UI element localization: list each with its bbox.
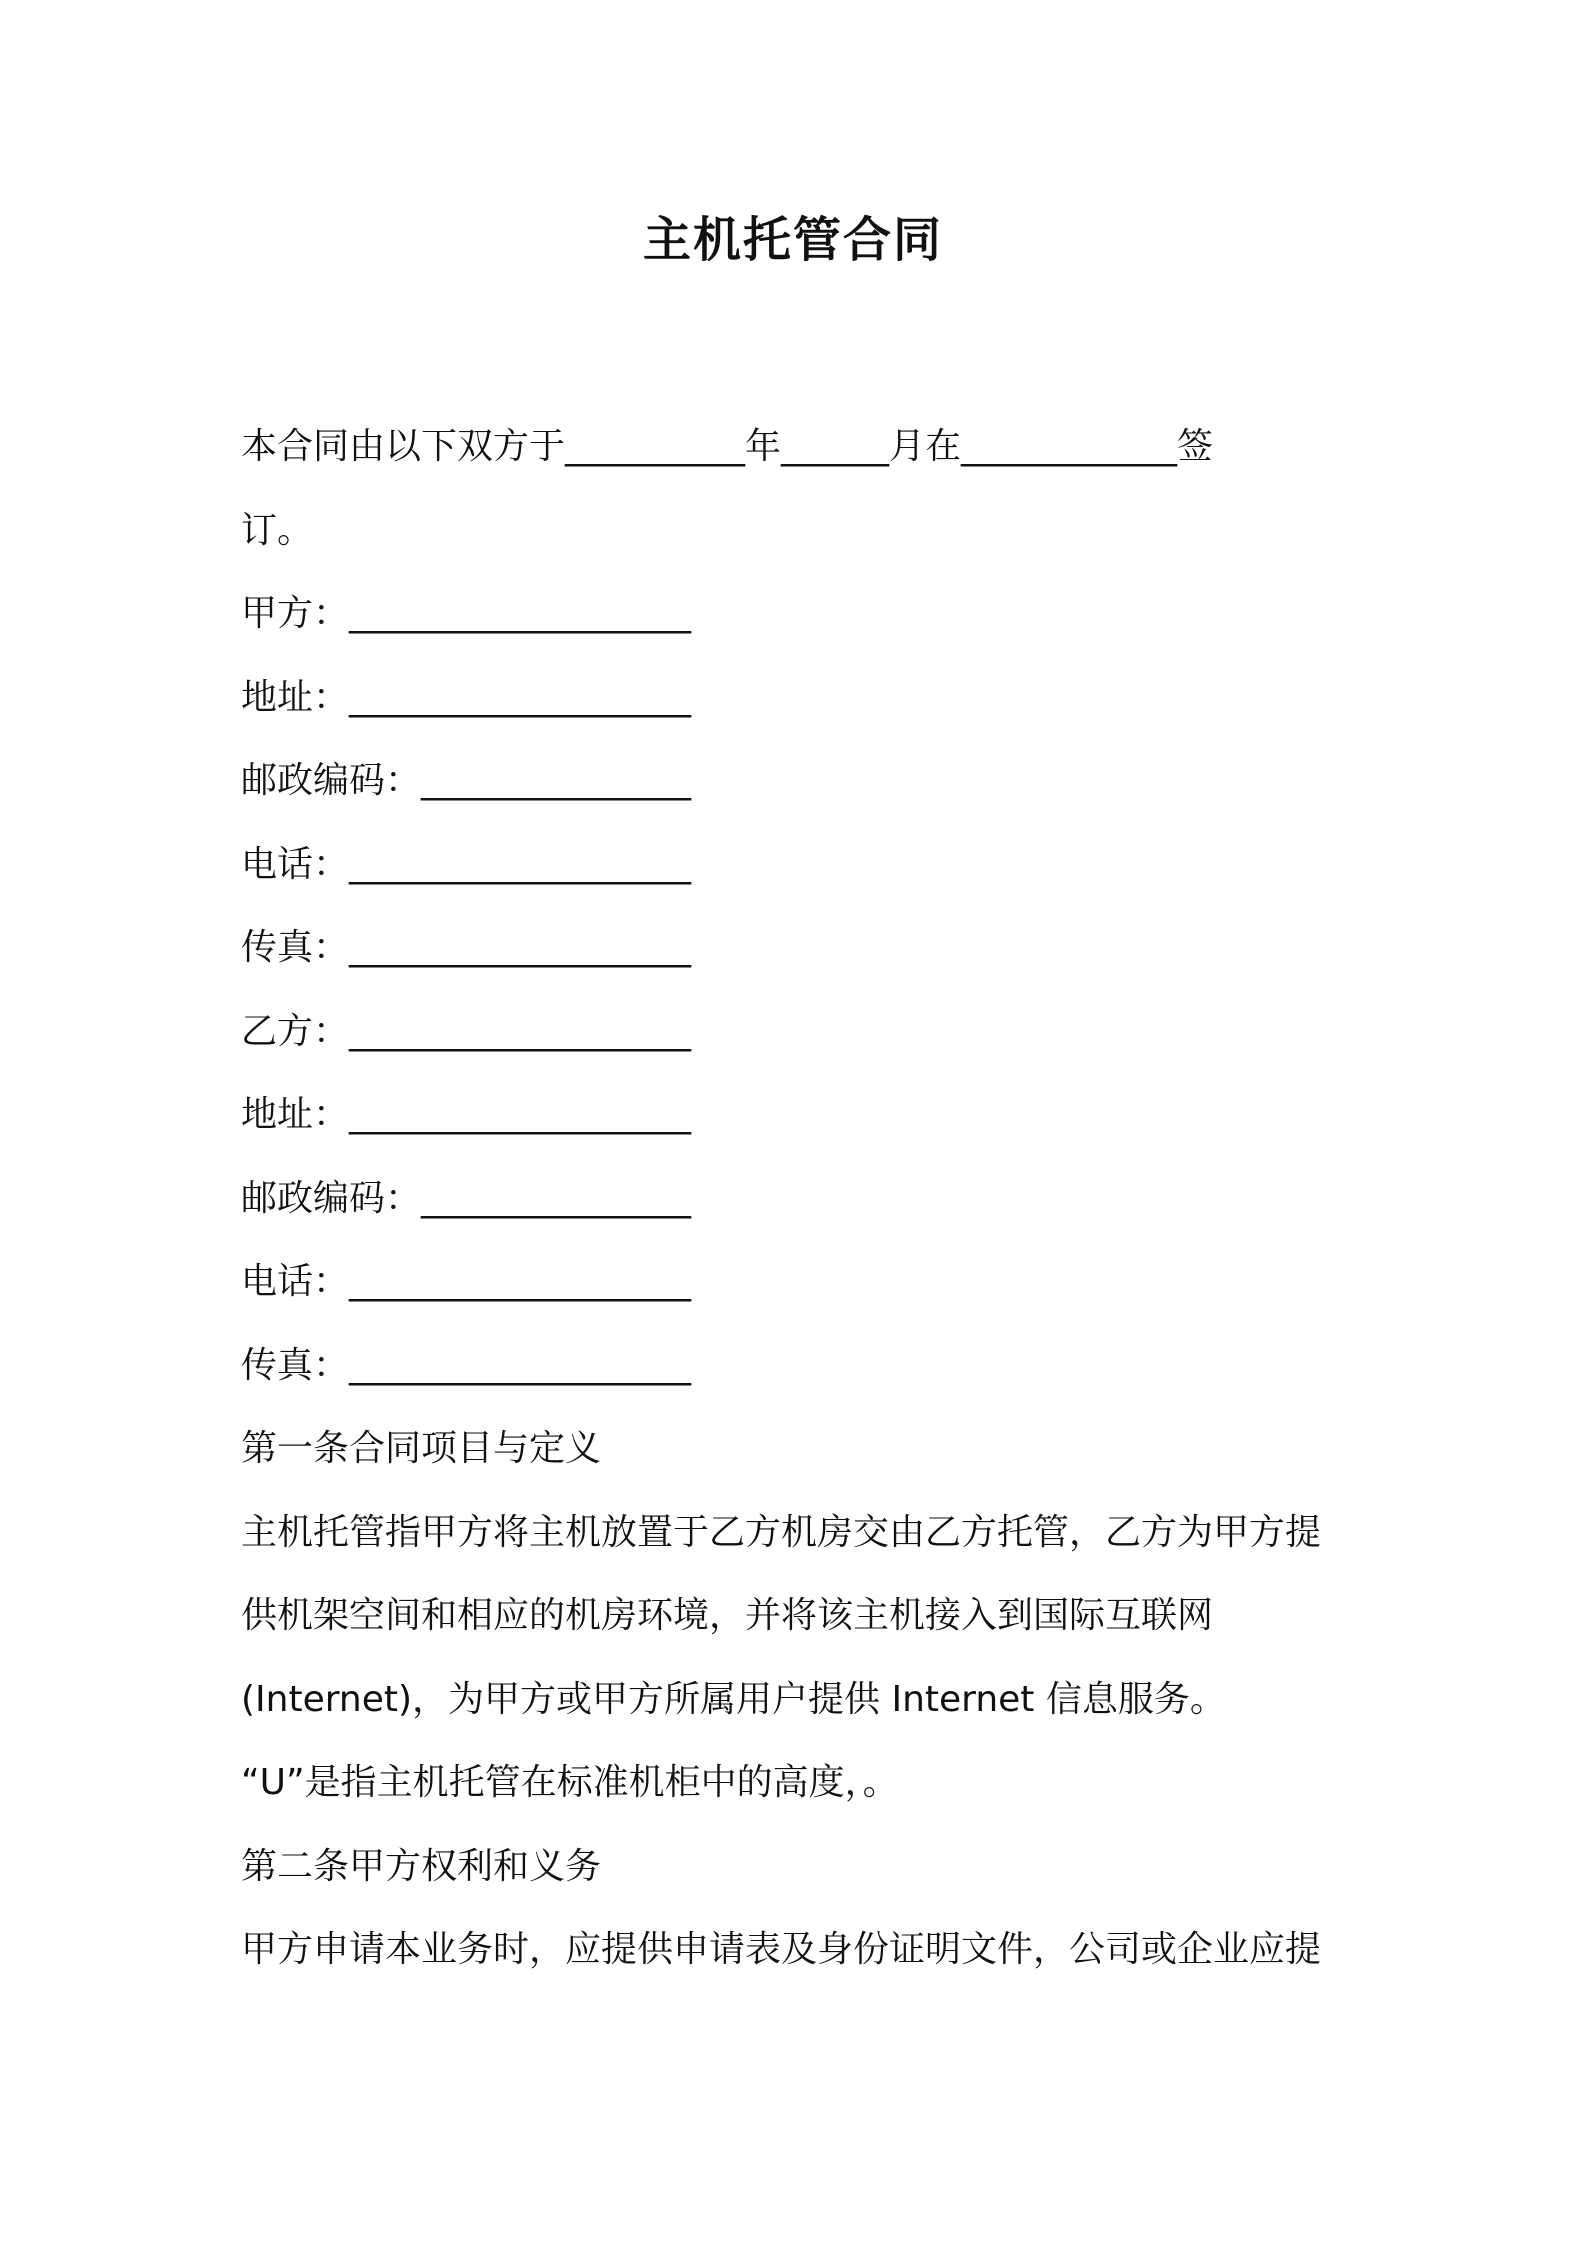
u-definition-line: “U”是指主机托管在标准机柜中的高度，。 [241,1762,899,1803]
party-b-fax-field: 传真：___________________ [241,1344,692,1386]
article-1-paragraph-line-2: 供机架空间和相应的机房环境，并将该主机接入到国际互联网 [241,1595,1214,1636]
article-1-paragraph-line-3: (Internet)，为甲方或甲方所属用户提供 Internet 信息服务。 [241,1678,1226,1720]
document-title: 主机托管合同 [642,212,943,268]
party-b-phone-field: 电话：___________________ [241,1261,692,1302]
article-1-paragraph-line-1: 主机托管指甲方将主机放置于乙方机房交由乙方托管，乙方为甲方提 [241,1511,1322,1553]
party-b-address-field: 地址：___________________ [241,1094,692,1135]
party-a-address-field: 地址：___________________ [241,676,692,718]
signing-intro-continuation: 订。 [241,509,314,551]
article-2-paragraph-line-1: 甲方申请本业务时，应提供申请表及身份证明文件，公司或企业应提 [241,1929,1322,1970]
party-a-phone-field: 电话：___________________ [241,843,692,885]
party-a-field: 甲方：___________________ [241,593,692,634]
signing-intro-line: 本合同由以下双方于__________年______月在____________签 [241,426,1214,467]
article-2-heading: 第二条甲方权利和义务 [241,1845,602,1887]
article-1-heading: 第一条合同项目与定义 [241,1428,602,1469]
party-b-field: 乙方：___________________ [241,1010,692,1052]
party-a-postcode-field: 邮政编码：_______________ [241,760,692,801]
party-b-postcode-field: 邮政编码：_______________ [241,1177,692,1219]
party-a-fax-field: 传真：___________________ [241,927,692,968]
document-body [241,405,1361,1992]
